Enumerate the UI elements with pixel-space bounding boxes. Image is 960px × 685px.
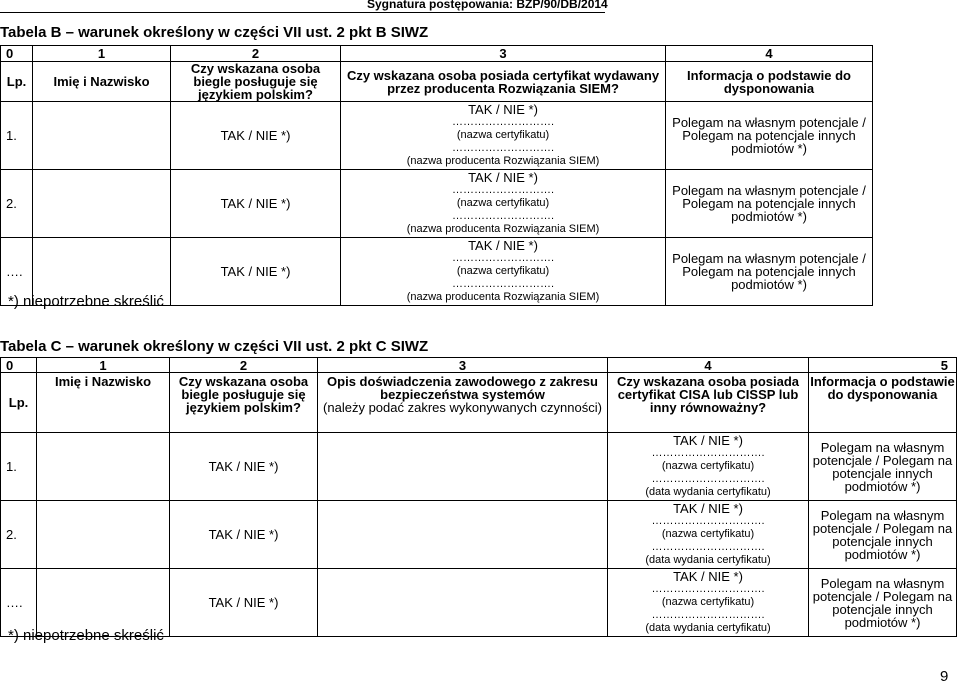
colnum: 3 bbox=[318, 358, 608, 373]
header-certificate: Czy wskazana osoba posiada certyfikat wydawany przez producenta Rozwiązania SIEM? bbox=[341, 62, 666, 102]
dots: …………………………. bbox=[651, 473, 765, 485]
table-row bbox=[1, 102, 873, 170]
table-b-footnote: *) niepotrzebne skreślić bbox=[8, 293, 164, 310]
header-info: Informacja o podstawie do dysponowania bbox=[809, 373, 957, 433]
row-name bbox=[33, 170, 171, 238]
cert-name-hint: (nazwa certyfikatu) bbox=[661, 596, 755, 608]
dots: ………………………. bbox=[451, 184, 555, 196]
row-language: TAK / NIE *) bbox=[170, 569, 318, 637]
row-info: Polegam na własnym potencjale / Polegam na potencjale innych podmiotów *) bbox=[809, 501, 957, 569]
dots: …………………………. bbox=[651, 541, 765, 553]
row-lp: 2. bbox=[1, 170, 33, 238]
colnum: 3 bbox=[341, 46, 666, 62]
table-c bbox=[0, 357, 957, 637]
row-language: TAK / NIE *) bbox=[170, 501, 318, 569]
dots: ………………………. bbox=[451, 210, 555, 222]
header-lp: Lp. bbox=[1, 62, 33, 102]
row-lp: …. bbox=[1, 238, 33, 306]
dots: …………………………. bbox=[651, 515, 765, 527]
header-language: Czy wskazana osoba biegle posługuje się językiem polskim? bbox=[170, 373, 318, 433]
colnum: 1 bbox=[37, 358, 170, 373]
header-info: Informacja o podstawie do dysponowania bbox=[666, 62, 873, 102]
row-language: TAK / NIE *) bbox=[171, 238, 341, 306]
row-lp: 1. bbox=[1, 433, 37, 501]
colnum: 1 bbox=[33, 46, 171, 62]
colnum: 5 bbox=[809, 358, 957, 373]
header-experience-title: Opis doświadczenia zawodowego z zakresu bezpieczeństwa systemów bbox=[327, 374, 598, 402]
table-c-title-prefix: Tabela C bbox=[0, 338, 62, 355]
row-certificate bbox=[608, 569, 809, 637]
row-name bbox=[37, 501, 170, 569]
row-experience bbox=[318, 569, 608, 637]
table-b-title-suffix: – warunek określony w części VII ust. 2 pkt B SIWZ bbox=[61, 24, 429, 41]
cert-name-hint: (nazwa certyfikatu) bbox=[456, 197, 550, 209]
row-info: Polegam na własnym potencjale / Polegam na potencjale innych podmiotów *) bbox=[666, 102, 873, 170]
dots: ………………………. bbox=[451, 278, 555, 290]
dots: ………………………. bbox=[451, 252, 555, 264]
cert-name-hint: (nazwa certyfikatu) bbox=[456, 265, 550, 277]
row-name bbox=[33, 102, 171, 170]
header-experience bbox=[318, 373, 608, 433]
header-lp: Lp. bbox=[1, 373, 37, 433]
issue-date-hint: (data wydania certyfikatu) bbox=[645, 486, 771, 498]
row-info: Polegam na własnym potencjale / Polegam na potencjale innych podmiotów *) bbox=[809, 433, 957, 501]
dots: ………………………. bbox=[451, 142, 555, 154]
page-number: 9 bbox=[940, 668, 949, 685]
row-certificate bbox=[608, 501, 809, 569]
table-b-header-row bbox=[1, 62, 873, 102]
issue-date-hint: (data wydania certyfikatu) bbox=[645, 622, 771, 634]
row-certificate bbox=[608, 433, 809, 501]
cert-yes-no: TAK / NIE *) bbox=[673, 433, 743, 448]
row-info: Polegam na własnym potencjale / Polegam na potencjale innych podmiotów *) bbox=[666, 170, 873, 238]
dots: …………………………. bbox=[651, 447, 765, 459]
dots: ………………………. bbox=[451, 116, 555, 128]
table-c-title bbox=[0, 338, 428, 355]
table-c-header-row bbox=[1, 373, 957, 433]
table-b-colnum-row bbox=[1, 46, 873, 62]
header-experience-hint: (należy podać zakres wykonywanych czynności) bbox=[323, 400, 602, 415]
row-info: Polegam na własnym potencjale / Polegam na potencjale innych podmiotów *) bbox=[809, 569, 957, 637]
row-lp: 2. bbox=[1, 501, 37, 569]
cert-name-hint: (nazwa certyfikatu) bbox=[661, 460, 755, 472]
colnum: 4 bbox=[666, 46, 873, 62]
header-name: Imię i Nazwisko bbox=[37, 373, 170, 433]
table-c-footnote: *) niepotrzebne skreślić bbox=[8, 627, 164, 644]
cert-yes-no: TAK / NIE *) bbox=[673, 501, 743, 516]
table-b-title-prefix: Tabela B bbox=[0, 24, 62, 41]
header-name: Imię i Nazwisko bbox=[33, 62, 171, 102]
cert-yes-no: TAK / NIE *) bbox=[468, 238, 538, 253]
colnum: 2 bbox=[171, 46, 341, 62]
cert-name-hint: (nazwa certyfikatu) bbox=[661, 528, 755, 540]
cert-yes-no: TAK / NIE *) bbox=[468, 102, 538, 117]
table-row bbox=[1, 501, 957, 569]
colnum: 0 bbox=[1, 358, 37, 373]
header-certificate: Czy wskazana osoba posiada certyfikat CISA lub CISSP lub inny równoważny? bbox=[608, 373, 809, 433]
row-certificate bbox=[341, 102, 666, 170]
header-rule bbox=[0, 12, 605, 13]
header-language: Czy wskazana osoba biegle posługuje się językiem polskim? bbox=[171, 62, 341, 102]
table-c-colnum-row bbox=[1, 358, 957, 373]
row-language: TAK / NIE *) bbox=[171, 102, 341, 170]
row-info: Polegam na własnym potencjale / Polegam na potencjale innych podmiotów *) bbox=[666, 238, 873, 306]
signature-header: Sygnatura postępowania: BZP/90/DB/2014 bbox=[367, 0, 608, 11]
row-experience bbox=[318, 433, 608, 501]
dots: …………………………. bbox=[651, 609, 765, 621]
row-lp: 1. bbox=[1, 102, 33, 170]
cert-yes-no: TAK / NIE *) bbox=[673, 569, 743, 584]
row-certificate bbox=[341, 238, 666, 306]
table-row bbox=[1, 170, 873, 238]
table-b bbox=[0, 45, 873, 306]
cert-name-hint: (nazwa certyfikatu) bbox=[456, 129, 550, 141]
row-language: TAK / NIE *) bbox=[171, 170, 341, 238]
colnum: 0 bbox=[1, 46, 33, 62]
colnum: 4 bbox=[608, 358, 809, 373]
table-row bbox=[1, 433, 957, 501]
producer-hint: (nazwa producenta Rozwiązania SIEM) bbox=[406, 155, 600, 167]
row-certificate bbox=[341, 170, 666, 238]
row-language: TAK / NIE *) bbox=[170, 433, 318, 501]
row-lp: …. bbox=[1, 569, 37, 637]
producer-hint: (nazwa producenta Rozwiązania SIEM) bbox=[406, 223, 600, 235]
producer-hint: (nazwa producenta Rozwiązania SIEM) bbox=[406, 291, 600, 303]
table-b-title bbox=[0, 24, 428, 41]
row-name bbox=[37, 433, 170, 501]
table-c-title-suffix: – warunek określony w części VII ust. 2 pkt C SIWZ bbox=[61, 338, 429, 355]
issue-date-hint: (data wydania certyfikatu) bbox=[645, 554, 771, 566]
colnum: 2 bbox=[170, 358, 318, 373]
dots: …………………………. bbox=[651, 583, 765, 595]
row-experience bbox=[318, 501, 608, 569]
cert-yes-no: TAK / NIE *) bbox=[468, 170, 538, 185]
